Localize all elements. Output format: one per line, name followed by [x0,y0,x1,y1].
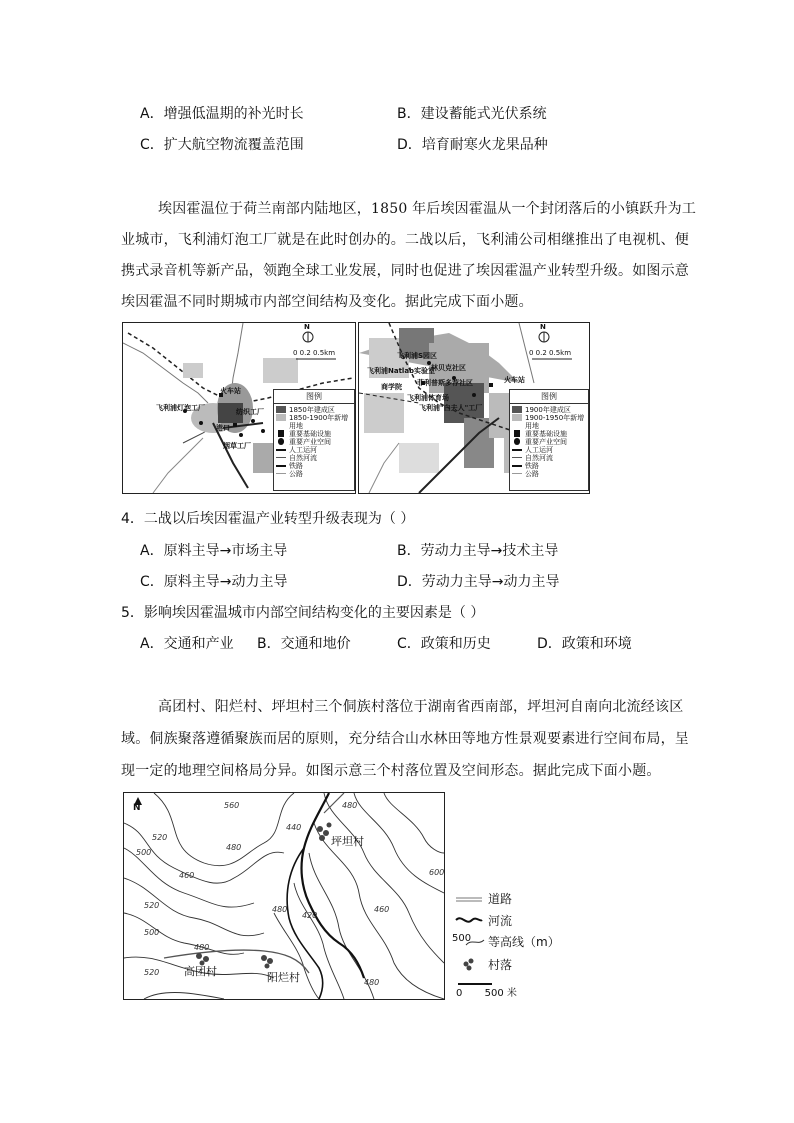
contour-label: 520 [144,901,160,910]
legend-left-item: 重要产业空间 [289,438,331,446]
legend-left-item: 1850-1900年新增用地 [289,414,349,430]
q5-option-c: C．政策和历史 [397,636,491,652]
label-station: 火车站 [220,387,241,395]
contour-label: 500 [136,848,152,857]
contour-label: 460 [374,905,390,914]
option-a: A．增强低温期的补光时长 [140,106,304,122]
legend-right-title: 图例 [510,390,588,404]
legend-left-item: 公路 [289,470,303,478]
q4-option-d: D．劳动力主导→动力主导 [397,574,560,590]
label-port: 港口 [216,424,230,432]
legend-left-item: 自然河流 [289,454,317,462]
contour-label: 480 [272,905,288,914]
north-arrow-left: N [304,323,310,331]
village-gaotuan: 高团村 [184,965,217,978]
q5-stem: 5．影响埃因霍温城市内部空间结构变化的主要因素是（ ） [121,605,485,621]
label-stadium: 飞利浦体育场 [407,394,449,402]
topo-legend [452,890,562,1000]
legend-left-item: 重要基础设施 [289,430,331,438]
legend-right-item: 公路 [525,470,539,478]
passage1-line3: 携式录音机等新产品，领跑全球工业发展，同时也促进了埃因霍温产业转型升级。如图示意 [121,263,689,279]
contour-label: 420 [302,911,318,920]
legend-left-item: 铁路 [289,462,303,470]
option-c: C．扩大航空物流覆盖范围 [140,137,304,153]
q4-option-b: B．劳动力主导→技术主导 [397,543,559,559]
option-b: B．建设蓄能式光伏系统 [397,106,547,122]
contour-label: 480 [342,801,358,810]
contour-label: 480 [226,843,242,852]
legend-left-title: 图例 [274,390,354,404]
passage2-line3: 现一定的地理空间格局分异。如图示意三个村落位置及空间形态。据此完成下面小题。 [121,763,661,779]
label-tobacco: 烟草工厂 [223,442,251,450]
legend-contour: 等高线（m） [488,935,560,949]
village-pingtan: 坪坦村 [331,835,364,848]
label-philips-lamp: 飞利浦灯泡工厂 [156,404,205,412]
option-d: D．培育耐寒火龙果品种 [397,137,548,153]
contour-label: 560 [224,801,240,810]
legend-right [509,389,589,491]
map-left [122,322,356,494]
scale-left: 0 0.2 0.5km [293,349,336,357]
legend-left-item: 人工运河 [289,446,317,454]
label-station-right: 火车站 [504,376,525,384]
legend-river: 河流 [488,914,513,928]
q5-option-d: D．政策和环境 [537,636,632,652]
legend-village: 村落 [488,958,513,972]
contour-label: 440 [286,823,302,832]
legend-right-item: 重要产业空间 [525,438,567,446]
legend-contour-sample: 500 [452,933,472,944]
contour-label: 480 [194,943,210,952]
north-arrow-right: N [540,323,546,331]
passage1-line1: 埃因霍温位于荷兰南部内陆地区，1850 年后埃因霍温从一个封闭落后的小镇跃升为工 [158,201,697,217]
legend-right-item: 重要基础设施 [525,430,567,438]
label-philips-s: 飞利浦S园区 [397,352,438,360]
legend-left [273,389,355,491]
scale-right: 0 0.2 0.5km [529,349,572,357]
label-natlab: 飞利浦Natlab实验室 [367,367,436,375]
legend-road: 道路 [488,892,513,906]
q4-option-c: C．原料主导→动力主导 [140,574,288,590]
contour-label: 520 [152,833,168,842]
topo-map [123,792,445,1000]
passage2-line1: 高团村、阳烂村、坪坦村三个侗族村落位于湖南省西南部，坪坦河自南向北流经该区 [158,699,684,715]
legend-left-item: 1850年建成区 [289,406,335,414]
passage1-line4: 埃因霍温不同时期城市内部空间结构及变化。据此完成下面小题。 [121,294,533,310]
contour-label: 460 [179,871,195,880]
legend-right-item: 人工运河 [525,446,553,454]
north-arrow-topo: N [133,803,141,813]
contour-label: 480 [364,978,380,987]
legend-right-item: 1900-1950年新增用地 [525,414,585,430]
contour-label: 520 [144,968,160,977]
legend-right-item: 自然河流 [525,454,553,462]
q5-option-a: A．交通和产业 [140,636,234,652]
label-philips-witte: 飞利浦"白夫人"工厂 [419,404,483,412]
q5-option-b: B．交通和地价 [257,636,351,652]
village-yanglan: 阳烂村 [267,971,300,984]
contour-label: 600 [429,868,445,877]
passage2-line2: 域。侗族聚落遵循聚族而居的原则，充分结合山水林田等地方性景观要素进行空间布局，呈 [121,731,689,747]
label-strijp: 菲利普斯多荐社区 [417,379,473,387]
q4-option-a: A．原料主导→市场主导 [140,543,288,559]
contour-label: 500 [144,928,160,937]
map-right [358,322,590,494]
legend-right-item: 1900年建成区 [525,406,571,414]
label-textile: 纺织工厂 [236,408,264,416]
label-lindenberg: 林贝克社区 [431,364,466,372]
passage1-line2: 业城市，飞利浦灯泡工厂就是在此时创办的。二战以后，飞利浦公司相继推出了电视机、便 [121,232,689,248]
legend-right-item: 铁路 [525,462,539,470]
q4-stem: 4．二战以后埃因霍温产业转型升级表现为（ ） [121,511,415,527]
label-college: 商学院 [381,383,402,391]
legend-scale: 0 500 米 [456,988,517,999]
